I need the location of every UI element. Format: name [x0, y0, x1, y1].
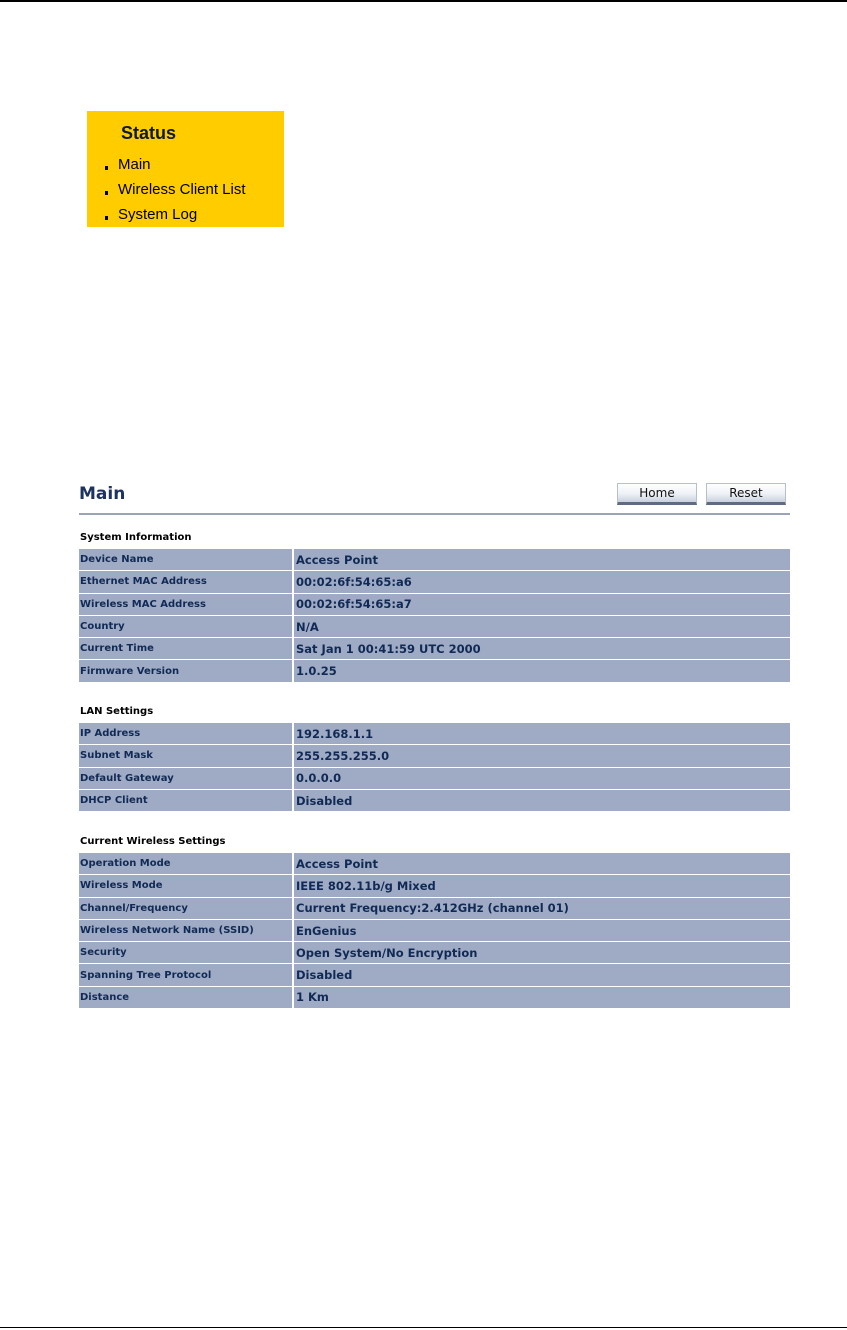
section-title-current-wireless-settings: Current Wireless Settings: [80, 836, 226, 847]
home-button[interactable]: Home: [617, 483, 697, 505]
bullet-icon: [105, 166, 108, 170]
row-label: Wireless Mode: [79, 875, 294, 897]
table-row: [79, 594, 790, 616]
status-menu-item-main[interactable]: [105, 152, 246, 177]
table-row: [79, 987, 790, 1009]
row-label: Ethernet MAC Address: [79, 571, 294, 593]
row-value: IEEE 802.11b/g Mixed: [294, 875, 790, 897]
current-wireless-settings-table: [79, 853, 790, 1009]
table-row: [79, 942, 790, 964]
row-value: Current Frequency:2.412GHz (channel 01): [294, 898, 790, 920]
table-row: [79, 723, 790, 745]
table-row: [79, 660, 790, 682]
table-row: [79, 790, 790, 812]
table-row: [79, 964, 790, 986]
row-label: Country: [79, 616, 294, 638]
row-value: 00:02:6f:54:65:a6: [294, 571, 790, 593]
table-row: [79, 745, 790, 767]
status-menu-item-label: System Log: [118, 206, 198, 223]
page-title: Main: [79, 484, 126, 504]
status-menu-item-label: Wireless Client List: [118, 181, 246, 198]
row-value: Access Point: [294, 549, 790, 571]
row-value: 00:02:6f:54:65:a7: [294, 594, 790, 616]
table-row: [79, 920, 790, 942]
status-menu-title: Status: [121, 123, 177, 143]
row-value: 1 Km: [294, 987, 790, 1009]
status-menu-item-label: Main: [118, 156, 151, 173]
status-menu: [87, 111, 284, 227]
row-label: Default Gateway: [79, 768, 294, 790]
status-menu-item-system-log[interactable]: [105, 202, 246, 227]
row-value: Disabled: [294, 790, 790, 812]
row-value: Open System/No Encryption: [294, 942, 790, 964]
row-value: 0.0.0.0: [294, 768, 790, 790]
row-value: 255.255.255.0: [294, 745, 790, 767]
status-menu-item-wireless-client-list[interactable]: [105, 177, 246, 202]
table-row: [79, 875, 790, 897]
row-label: Channel/Frequency: [79, 898, 294, 920]
status-menu-list: [105, 152, 246, 227]
row-label: Subnet Mask: [79, 745, 294, 767]
row-label: IP Address: [79, 723, 294, 745]
lan-settings-table: [79, 723, 790, 812]
row-label: DHCP Client: [79, 790, 294, 812]
row-label: Operation Mode: [79, 853, 294, 875]
row-label: Distance: [79, 987, 294, 1009]
bullet-icon: [105, 216, 108, 220]
title-divider: [79, 513, 790, 515]
system-information-table: [79, 549, 790, 683]
row-value: Sat Jan 1 00:41:59 UTC 2000: [294, 638, 790, 660]
table-row: [79, 898, 790, 920]
top-page-rule: [0, 0, 847, 2]
row-label: Firmware Version: [79, 660, 294, 682]
bottom-page-rule: [0, 1327, 847, 1328]
row-value: 1.0.25: [294, 660, 790, 682]
table-row: [79, 571, 790, 593]
row-value: 192.168.1.1: [294, 723, 790, 745]
row-label: Spanning Tree Protocol: [79, 964, 294, 986]
row-value: N/A: [294, 616, 790, 638]
row-value: Access Point: [294, 853, 790, 875]
row-label: Current Time: [79, 638, 294, 660]
bullet-icon: [105, 191, 108, 195]
table-row: [79, 768, 790, 790]
row-label: Wireless Network Name (SSID): [79, 920, 294, 942]
table-row: [79, 638, 790, 660]
row-value: Disabled: [294, 964, 790, 986]
table-row: [79, 853, 790, 875]
row-label: Device Name: [79, 549, 294, 571]
table-row: [79, 616, 790, 638]
row-value: EnGenius: [294, 920, 790, 942]
section-title-lan-settings: LAN Settings: [80, 706, 154, 717]
reset-button[interactable]: Reset: [706, 483, 786, 505]
table-row: [79, 549, 790, 571]
row-label: Security: [79, 942, 294, 964]
section-title-system-information: System Information: [80, 532, 192, 543]
row-label: Wireless MAC Address: [79, 594, 294, 616]
